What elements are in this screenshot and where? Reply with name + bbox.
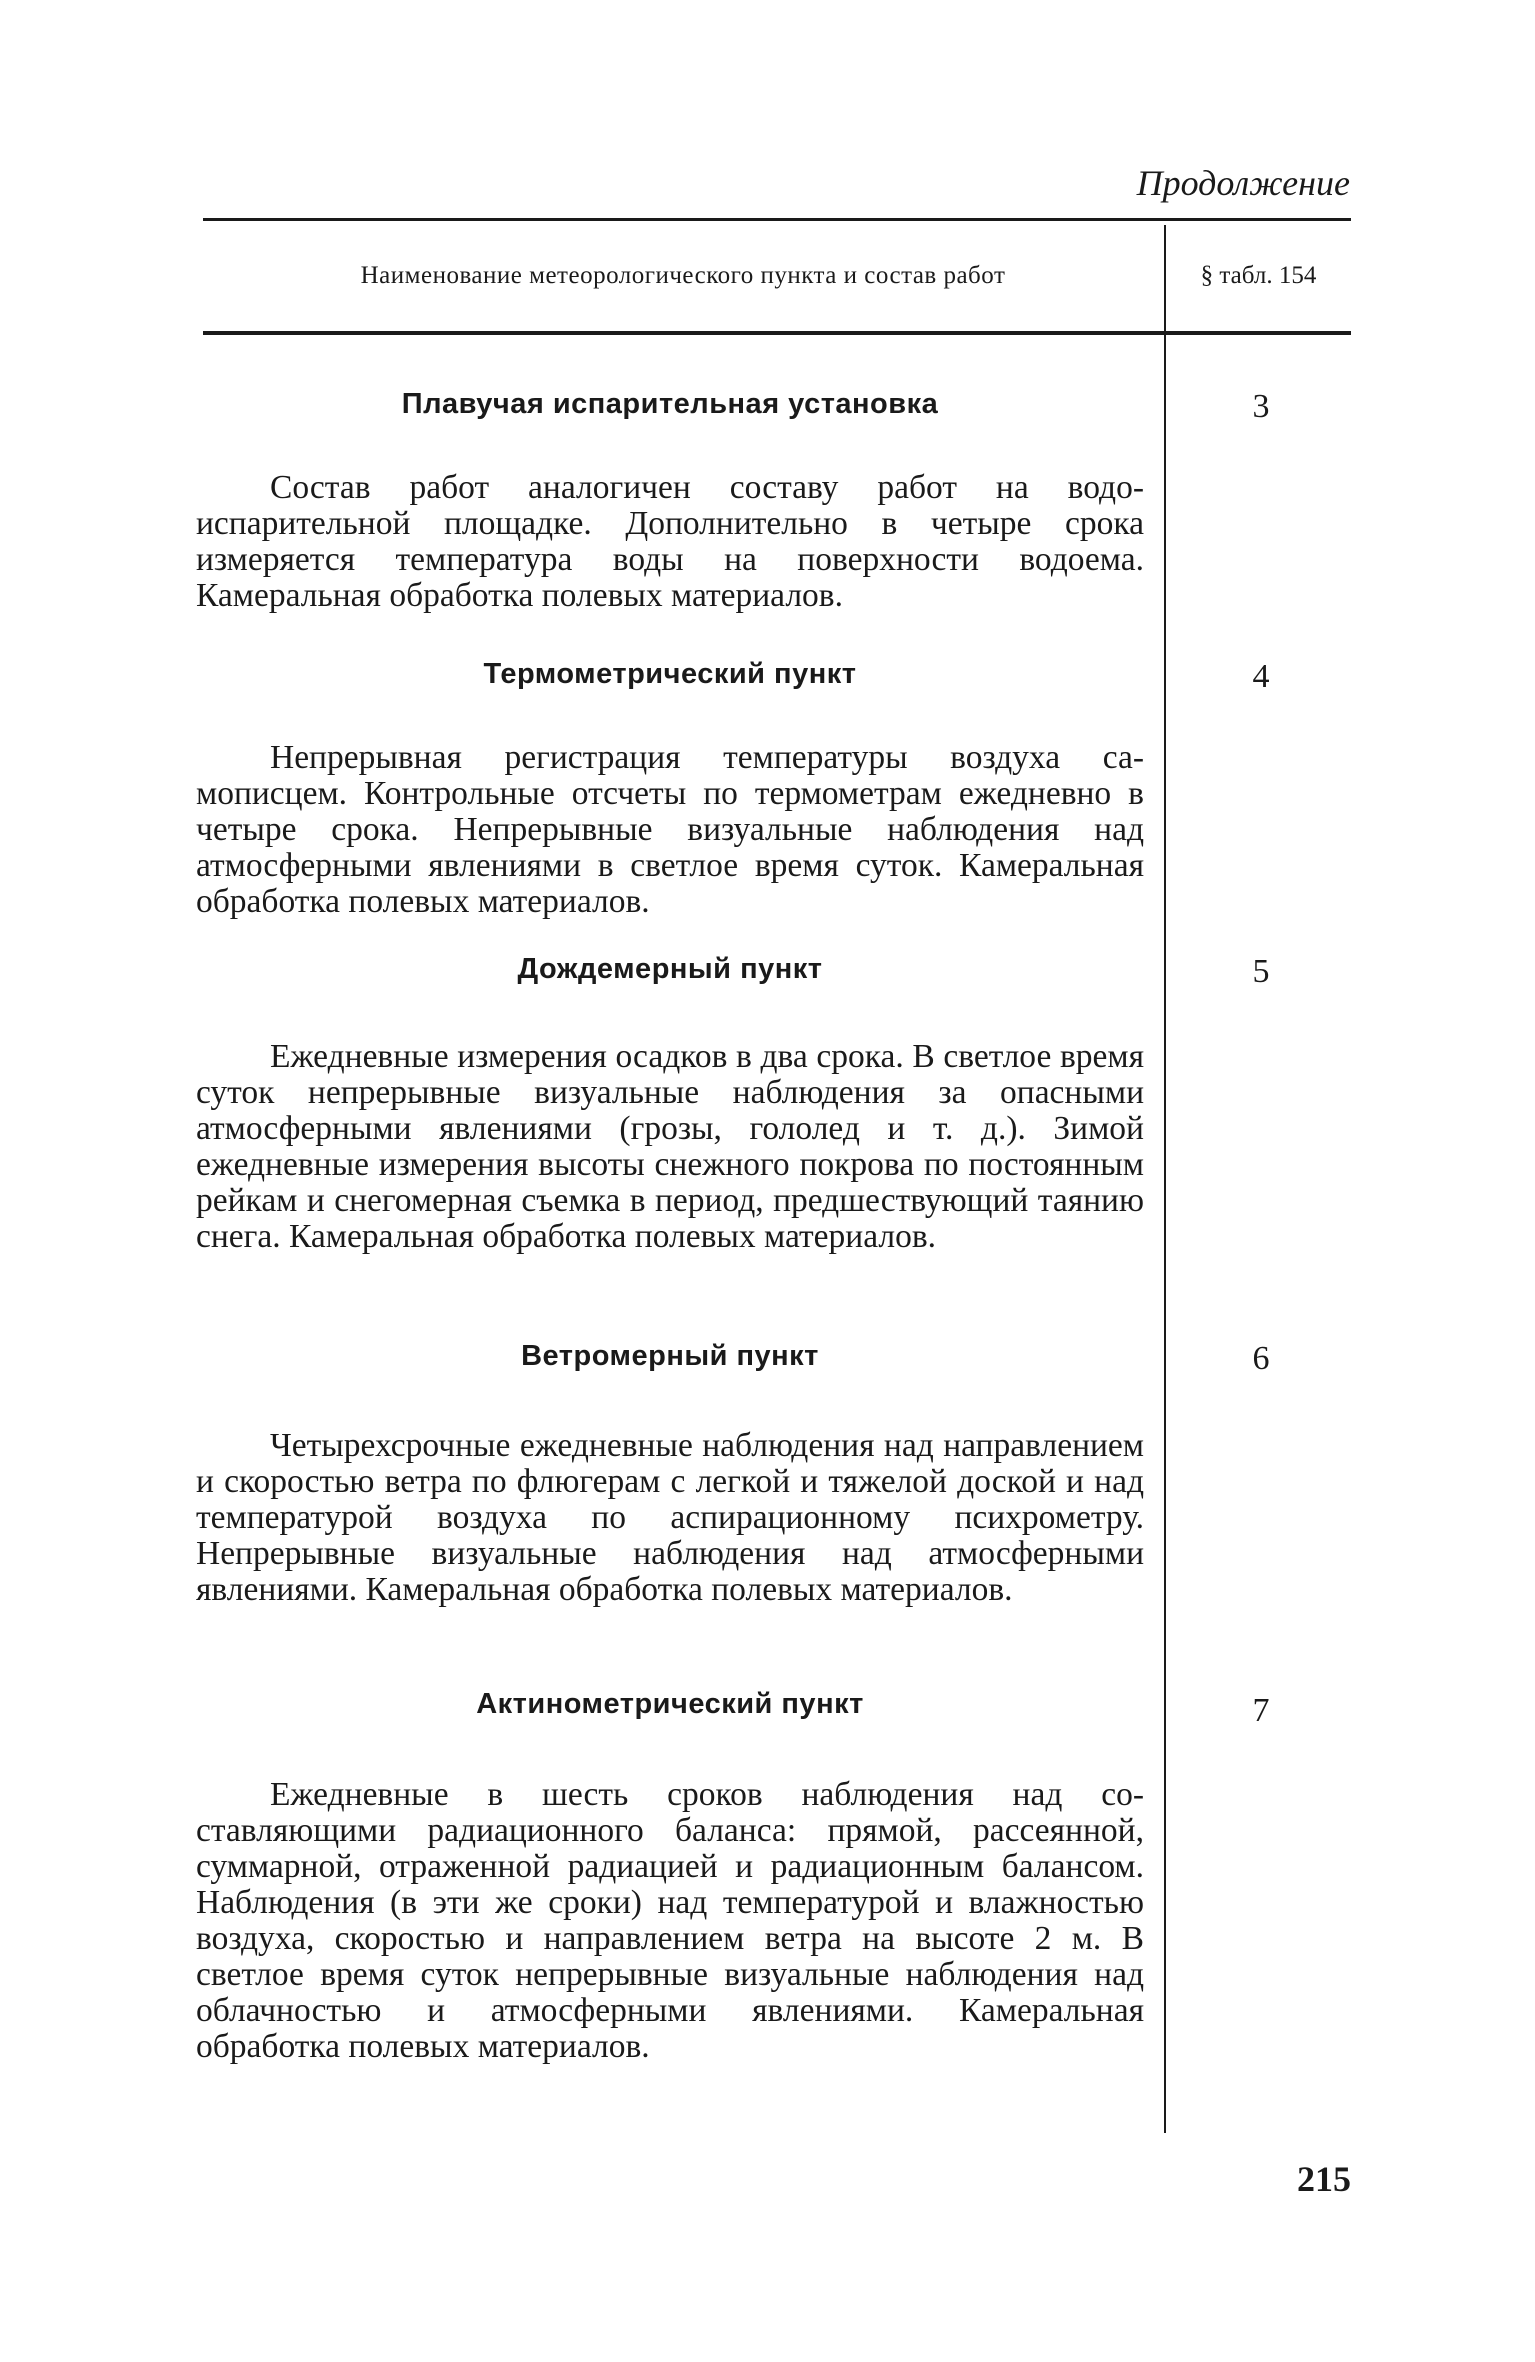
- section-text: Ежедневные измерения осадков в два срока. В светлое время суток непрерывные визуальные наблюдения за опасными атмосферными явлениями (грозы, гололед и т. д.). Зимой ежедневные измерения высоты снежного покрова по постоянным рейкам и снегомерная съемка в период, предшествующий таянию снега. Камеральная обработка полевых материалов.: [196, 1038, 1144, 1255]
- column-header-name: Наименование метеорологического пункта и состав работ: [360, 262, 1006, 289]
- section-wind-gauge: [196, 1340, 1144, 1608]
- section-number: 7: [1252, 1692, 1270, 1729]
- table-top-rule: [203, 218, 1351, 221]
- column-divider: [1164, 225, 1166, 2133]
- page-number: 215: [1297, 2159, 1351, 2199]
- section-title: Термометрический пункт: [483, 658, 857, 690]
- column-header-ref: § табл. 154: [1200, 262, 1317, 289]
- section-rain-gauge: [196, 953, 1144, 1255]
- section-title: Плавучая испарительная установка: [401, 388, 939, 420]
- section-number: 3: [1252, 388, 1270, 425]
- continuation-label: Продолжение: [1136, 163, 1350, 203]
- section-text: Непрерывная регистрация температуры воздуха самописцем. Контрольные отсчеты по термометрам ежедневно в четыре срока. Непрерывные визуальные наблюдения над атмосферными явлениями в светлое время суток. Камеральная обработка полевых материалов.: [196, 739, 1144, 920]
- section-title: Актинометрический пункт: [476, 1688, 864, 1720]
- section-text: Четырехсрочные ежедневные наблюдения над направлением и скоростью ветра по флюгерам с легкой и тяжелой доской и над температурой воздуха по аспирационному психрометру. Непрерывные визуальные наблюдения над атмосферными явлениями. Камеральная обработка полевых материалов.: [196, 1427, 1144, 1608]
- table-header-rule: [203, 331, 1351, 335]
- section-number: 6: [1252, 1340, 1270, 1377]
- section-actinometric: [196, 1688, 1144, 2065]
- section-text: Ежедневные в шесть сроков наблюдения над составляющими радиационного баланса: прямой, рассеянной, суммарной, отраженной радиацией и радиационным балансом. Наблюдения (в эти же сроки) над температурой и влажностью воздуха, скоростью и направлением ветра на высоте 2 м. В светлое время суток непрерывные визуальные наблюдения над облачностью и атмосферными явлениями. Камеральная обработка полевых материалов.: [196, 1776, 1144, 2065]
- section-title: Ветромерный пункт: [521, 1340, 819, 1372]
- section-title: Дождемерный пункт: [517, 953, 823, 985]
- section-number: 4: [1252, 658, 1270, 695]
- section-text: Состав работ аналогичен составу работ на водоиспарительной площадке. Дополнительно в четыре срока измеряется температура воды на поверхности водоема. Камеральная обработка полевых материалов.: [196, 469, 1144, 614]
- section-thermometric: [196, 658, 1144, 920]
- section-number: 5: [1252, 953, 1270, 990]
- section-floating-evaporation: [196, 388, 1144, 614]
